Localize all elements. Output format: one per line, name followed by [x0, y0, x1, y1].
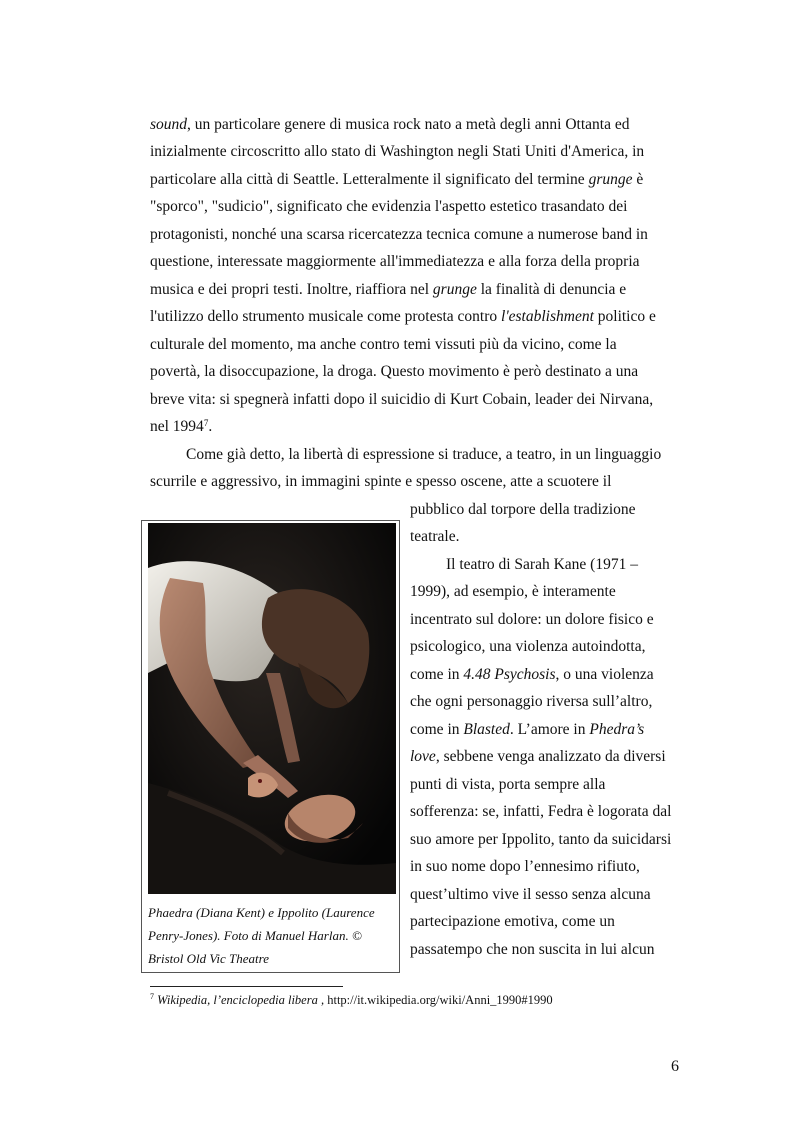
body-line: che ogni personaggio riversa sull’altro, [410, 693, 653, 710]
footnote-ref: 7 [203, 418, 209, 428]
body-line: sound, un particolare genere di musica rock nato a metà degli anni Ottanta ed [150, 116, 630, 133]
body-line: partecipazione emotiva, come un [410, 913, 615, 930]
body-line: inizialmente circoscritto allo stato di Washington negli Stati Uniti d'America, in [150, 143, 645, 160]
page-number: 6 [671, 1058, 679, 1075]
footnote-url: http://it.wikipedia.org/wiki/Anni_1990#1990 [324, 993, 553, 1007]
figure-caption: Phaedra (Diana Kent) e Ippolito (Laurence Penry-Jones). Foto di Manuel Harlan. © Bristol Old Vic Theatre [148, 905, 375, 966]
body-line: come in 4.48 Psychosis, o una violenza [410, 666, 654, 683]
body-line: in suo nome dopo l’ennesimo rifiuto, [410, 858, 640, 875]
body-line: sofferenza: se, infatti, Fedra è logorata dal [410, 803, 672, 820]
body-line: particolare alla città di Seattle. Letteralmente il significato del termine grunge è [150, 171, 644, 188]
body-line: suo amore per Ippolito, tanto da suicidarsi [410, 831, 672, 848]
body-line: questione, interessate maggiormente all'immediatezza e alla forza della propria [150, 253, 640, 270]
body-line: incentrato sul dolore: un dolore fisico e [410, 611, 654, 628]
body-line: "sporco", "sudicio", significato che evidenzia l'aspetto estetico trasandato dei [150, 198, 628, 215]
body-line: Come già detto, la libertà di espressione si traduce, a teatro, in un linguaggio [186, 446, 662, 463]
body-line: 1999), ad esempio, è interamente [410, 583, 616, 600]
body-line: nel 1994$^7$. [150, 418, 213, 435]
theatre-photo [148, 523, 396, 894]
footnote-source: Wikipedia, l’enciclopedia libera , [157, 993, 325, 1007]
body-line: love, sebbene venga analizzato da diversi [410, 748, 666, 765]
body-line: teatrale. [410, 528, 460, 545]
body-line: pubblico dal torpore della tradizione [410, 501, 636, 518]
body-line: l'utilizzo dello strumento musicale come protesta contro l'establishment politico e [150, 308, 656, 325]
body-line: protagonisti, nonché una scarsa ricercatezza tecnica comune a numerose band in [150, 226, 648, 243]
body-line: punti di vista, porta sempre alla [410, 776, 606, 793]
body-line: musica e dei propri testi. Inoltre, riaffiora nel grunge la finalità di denuncia e [150, 281, 627, 298]
body-line: scurrile e aggressivo, in immagini spinte e spesso oscene, atte a scuotere il [150, 473, 612, 490]
body-line: come in Blasted. L’amore in Phedra’s [410, 721, 645, 738]
body-line: povertà, la disoccupazione, la droga. Questo movimento è però destinato a una [150, 363, 639, 380]
body-line: quest’ultimo vive il sesso senza alcuna [410, 886, 651, 903]
footnote: $^7$ Wikipedia, l’enciclopedia libera , http://it.wikipedia.org/wiki/Anni_1990#1990 [150, 992, 553, 1007]
body-line: passatempo che non suscita in lui alcun [410, 941, 655, 958]
figure [141, 520, 400, 973]
body-line: Il teatro di Sarah Kane (1971 – [446, 556, 638, 573]
body-line: psicologico, una violenza autoindotta, [410, 638, 646, 655]
body-line: culturale del momento, ma anche contro temi vissuti più da vicino, come la [150, 336, 617, 353]
footnote-divider [150, 986, 343, 987]
body-line: breve vita: si spegnerà infatti dopo il suicidio di Kurt Cobain, leader dei Nirvana, [150, 391, 654, 408]
